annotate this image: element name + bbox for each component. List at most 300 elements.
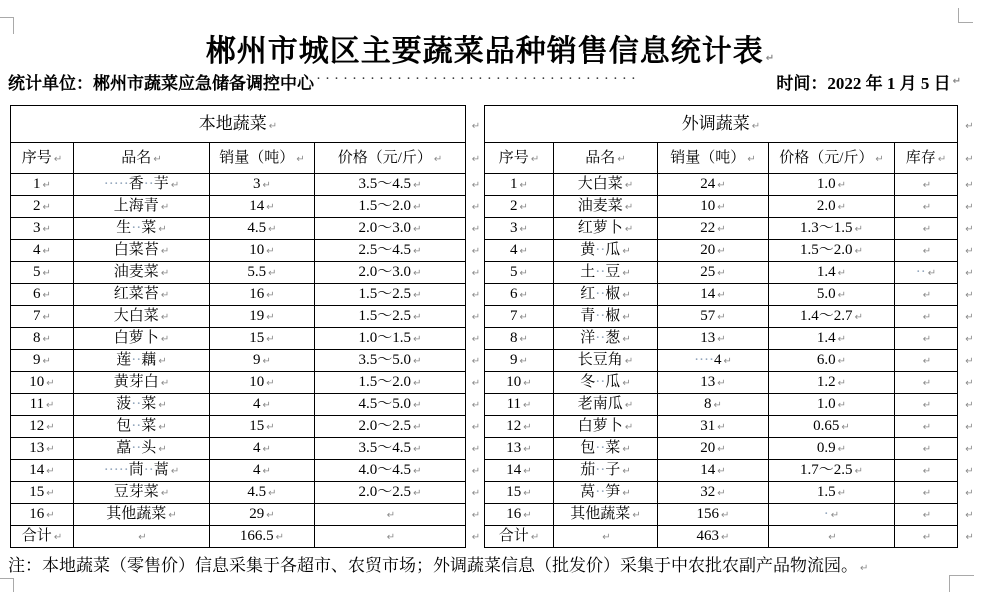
- cell-end-mark-icon: ↵: [413, 444, 422, 456]
- cell-end-mark-icon: ↵: [160, 378, 170, 390]
- cell-end-mark-icon: ↵: [965, 334, 974, 346]
- cell-text: 4.0～4.5: [358, 462, 412, 479]
- cell-end-mark-icon: ↵: [602, 532, 611, 544]
- local-no-cell: [11, 284, 74, 306]
- local-no-cell: [11, 482, 74, 504]
- cell-text: 32: [700, 484, 716, 501]
- cell-end-mark-icon: ↵: [471, 312, 481, 324]
- row-end-cell: [958, 284, 980, 306]
- cell-text: 15: [506, 484, 522, 501]
- cell-text: 14: [700, 286, 716, 303]
- cell-end-mark-icon: ↵: [42, 268, 51, 280]
- cell-text: 8: [33, 330, 41, 347]
- cell-end-mark-icon: ↵: [523, 400, 532, 412]
- cell-end-mark-icon: ↵: [268, 268, 277, 280]
- paragraph-mark-icon: ↵: [765, 53, 776, 64]
- local-qty-cell: [210, 504, 315, 526]
- cell-end-mark-icon: ↵: [413, 400, 422, 412]
- ext-name-cell: [554, 306, 658, 328]
- local-no-cell: [11, 350, 74, 372]
- cell-text: 24: [700, 176, 716, 193]
- ext-no-cell: [485, 196, 554, 218]
- local-price-cell: [315, 350, 466, 372]
- table-row: [11, 416, 980, 438]
- cell-text: 166.5: [239, 528, 274, 545]
- cell-text: 6: [510, 286, 518, 303]
- cell-text: 包: [580, 440, 596, 457]
- cell-end-mark-icon: ↵: [523, 488, 532, 500]
- cell-end-mark-icon: ↵: [624, 202, 634, 214]
- ext-price-cell: [769, 218, 895, 240]
- cell-end-mark-icon: ↵: [624, 180, 634, 192]
- ext-price-cell: [769, 372, 895, 394]
- ext-total-qty: [658, 526, 769, 548]
- cell-end-mark-icon: ↵: [158, 224, 167, 236]
- cell-end-mark-icon: ↵: [717, 488, 726, 500]
- local-price-cell: [315, 262, 466, 284]
- local-total-name-cell: [74, 526, 210, 548]
- gap-cell: [466, 328, 485, 350]
- cell-end-mark-icon: ↵: [717, 246, 726, 258]
- cell-end-mark-icon: ↵: [519, 246, 528, 258]
- local-price-cell: [315, 284, 466, 306]
- cell-text: 22: [700, 220, 716, 237]
- cell-end-mark-icon: ↵: [413, 202, 422, 214]
- cell-end-mark-icon: ↵: [837, 400, 847, 412]
- cell-end-mark-icon: ↵: [168, 510, 177, 522]
- cell-text: 11: [506, 396, 522, 413]
- local-price-cell: [315, 460, 466, 482]
- ext-stock-cell: [895, 394, 958, 416]
- cell-end-mark-icon: ↵: [519, 180, 528, 192]
- space-mark-icon: ··: [595, 242, 606, 259]
- local-col-header-3: [315, 143, 466, 174]
- cell-end-mark-icon: ↵: [471, 153, 481, 165]
- cell-end-mark-icon: ↵: [854, 246, 863, 258]
- cell-end-mark-icon: ↵: [413, 312, 422, 324]
- row-end-cell: [958, 174, 980, 196]
- crop-mark-bottom-right-icon: [949, 575, 974, 592]
- cell-text: 5.5: [247, 264, 267, 281]
- ext-qty-cell: [658, 350, 769, 372]
- local-qty-cell: [210, 460, 315, 482]
- cell-text: 菜: [605, 440, 621, 457]
- cell-end-mark-icon: ↵: [160, 488, 170, 500]
- ext-no-cell: [485, 350, 554, 372]
- cell-end-mark-icon: ↵: [965, 268, 974, 280]
- cell-end-mark-icon: ↵: [622, 268, 631, 280]
- cell-text: 2.0～3.0: [358, 220, 412, 237]
- cell-end-mark-icon: ↵: [266, 312, 275, 324]
- cell-end-mark-icon: ↵: [717, 334, 726, 346]
- space-marks-leader: ····································: [316, 71, 640, 87]
- cell-end-mark-icon: ↵: [922, 488, 932, 500]
- cell-end-mark-icon: ↵: [965, 422, 974, 434]
- ext-price-cell: [769, 460, 895, 482]
- cell-text: 7: [33, 308, 41, 325]
- space-mark-icon: ··: [595, 286, 606, 303]
- cell-text: 57: [700, 308, 716, 325]
- cell-end-mark-icon: ↵: [965, 224, 974, 236]
- cell-text: 菜: [141, 220, 157, 237]
- ext-price-cell: [769, 328, 895, 350]
- cell-end-mark-icon: ↵: [268, 121, 278, 133]
- total-row: [11, 526, 980, 548]
- cell-text: 藠: [116, 440, 132, 457]
- cell-end-mark-icon: ↵: [471, 400, 481, 412]
- cell-text: 莴: [580, 484, 596, 501]
- cell-end-mark-icon: ↵: [922, 400, 932, 412]
- local-qty-cell: [210, 482, 315, 504]
- ext-no-cell: [485, 328, 554, 350]
- cell-end-mark-icon: ↵: [433, 153, 443, 165]
- table-body: [11, 106, 980, 548]
- page-title: [0, 26, 981, 70]
- ext-stock-cell: [895, 504, 958, 526]
- cell-end-mark-icon: ↵: [471, 121, 481, 133]
- cell-end-mark-icon: ↵: [965, 202, 974, 214]
- cell-end-mark-icon: ↵: [632, 510, 641, 522]
- ext-stock-cell: [895, 196, 958, 218]
- cell-end-mark-icon: ↵: [965, 400, 974, 412]
- local-name-cell: [74, 306, 210, 328]
- footnote-text: 注：本地蔬菜（零售价）信息采集于各超市、农贸市场；外调蔬菜信息（批发价）采集于中农批农副产品物流园。: [8, 556, 858, 575]
- cell-end-mark-icon: ↵: [747, 153, 756, 165]
- cell-end-mark-icon: ↵: [46, 488, 55, 500]
- cell-text: 油麦菜: [113, 264, 159, 281]
- cell-text: 1.4～2.7: [800, 308, 853, 325]
- cell-end-mark-icon: ↵: [413, 356, 422, 368]
- cell-end-mark-icon: ↵: [138, 532, 147, 544]
- group-header-row: [11, 106, 980, 143]
- cell-text: 13: [700, 330, 716, 347]
- table-row: [11, 284, 980, 306]
- cell-end-mark-icon: ↵: [922, 444, 932, 456]
- cell-end-mark-icon: ↵: [413, 334, 422, 346]
- space-mark-icon: ··: [131, 396, 142, 413]
- cell-end-mark-icon: ↵: [965, 510, 974, 522]
- cell-end-mark-icon: ↵: [530, 153, 540, 165]
- cell-end-mark-icon: ↵: [519, 356, 528, 368]
- local-name-cell: [74, 372, 210, 394]
- row-end-cell: [958, 416, 980, 438]
- cell-end-mark-icon: ↵: [266, 422, 275, 434]
- stat-unit-label: 统计单位：郴州市蔬菜应急储备调控中心: [8, 74, 314, 93]
- local-price-cell: [315, 240, 466, 262]
- ext-name-cell: [554, 218, 658, 240]
- cell-end-mark-icon: ↵: [622, 488, 631, 500]
- space-mark-icon: ··: [143, 176, 154, 193]
- cell-end-mark-icon: ↵: [160, 312, 170, 324]
- cell-end-mark-icon: ↵: [717, 312, 726, 324]
- cell-text: 8: [510, 330, 518, 347]
- local-qty-cell: [210, 306, 315, 328]
- cell-end-mark-icon: ↵: [721, 532, 730, 544]
- cell-text: 生: [116, 220, 132, 237]
- cell-end-mark-icon: ↵: [523, 422, 532, 434]
- local-group-header: [11, 106, 466, 143]
- cell-end-mark-icon: ↵: [471, 444, 481, 456]
- ext-no-cell: [485, 284, 554, 306]
- space-mark-icon: ··: [595, 264, 606, 281]
- cell-text: 4: [714, 352, 722, 369]
- gap-cell: [466, 460, 485, 482]
- cell-text: 463: [696, 528, 720, 545]
- cell-end-mark-icon: ↵: [965, 444, 974, 456]
- ext-price-cell: [769, 504, 895, 526]
- cell-end-mark-icon: ↵: [922, 224, 932, 236]
- local-col-header-0: [11, 143, 74, 174]
- local-price-cell: [315, 504, 466, 526]
- cell-end-mark-icon: ↵: [386, 532, 396, 544]
- cell-end-mark-icon: ↵: [837, 268, 847, 280]
- cell-text: 5: [33, 264, 41, 281]
- gap-cell: [466, 306, 485, 328]
- cell-text: 菜: [141, 418, 157, 435]
- table-row: [11, 240, 980, 262]
- ext-name-cell: [554, 394, 658, 416]
- local-qty-cell: [210, 394, 315, 416]
- cell-text: 15: [249, 418, 265, 435]
- cell-end-mark-icon: ↵: [523, 510, 532, 522]
- cell-text: 3: [33, 220, 41, 237]
- cell-text: 2.0～2.5: [358, 418, 412, 435]
- local-name-cell: [74, 460, 210, 482]
- space-mark-icon: ····: [694, 352, 715, 369]
- cell-end-mark-icon: ↵: [471, 246, 481, 258]
- cell-end-mark-icon: ↵: [841, 422, 850, 434]
- cell-end-mark-icon: ↵: [717, 444, 726, 456]
- cell-text: 序号: [498, 149, 529, 166]
- cell-text: 1: [33, 176, 41, 193]
- ext-name-cell: [554, 438, 658, 460]
- cell-text: 19: [249, 308, 265, 325]
- cell-text: 价格（元/斤）: [337, 149, 432, 166]
- cell-text: 莲: [116, 352, 132, 369]
- ext-stock-cell: [895, 460, 958, 482]
- subtitle-line: [8, 69, 961, 94]
- cell-text: 子: [605, 462, 621, 479]
- cell-text: 15: [29, 484, 45, 501]
- cell-end-mark-icon: ↵: [275, 532, 285, 544]
- cell-text: 12: [506, 418, 522, 435]
- cell-end-mark-icon: ↵: [965, 153, 974, 165]
- cell-end-mark-icon: ↵: [471, 466, 481, 478]
- ext-price-cell: [769, 416, 895, 438]
- cell-end-mark-icon: ↵: [158, 400, 167, 412]
- cell-end-mark-icon: ↵: [266, 290, 275, 302]
- space-mark-icon: ··: [131, 418, 142, 435]
- ext-stock-cell: [895, 482, 958, 504]
- ext-name-cell: [554, 328, 658, 350]
- cell-end-mark-icon: ↵: [837, 334, 847, 346]
- ext-qty-cell: [658, 504, 769, 526]
- cell-text: 1.5: [816, 484, 836, 501]
- row-end-cell: [958, 196, 980, 218]
- cell-text: 1.2: [816, 374, 836, 391]
- cell-end-mark-icon: ↵: [471, 334, 481, 346]
- cell-end-mark-icon: ↵: [158, 356, 167, 368]
- cell-end-mark-icon: ↵: [837, 444, 847, 456]
- cell-end-mark-icon: ↵: [922, 378, 932, 390]
- local-no-cell: [11, 240, 74, 262]
- cell-text: 藕: [141, 352, 157, 369]
- cell-end-mark-icon: ↵: [927, 268, 937, 280]
- table-row: [11, 394, 980, 416]
- cell-text: 25: [700, 264, 716, 281]
- cell-end-mark-icon: ↵: [713, 400, 722, 412]
- row-end-cell: [958, 218, 980, 240]
- ext-no-cell: [485, 460, 554, 482]
- ext-price-cell: [769, 196, 895, 218]
- cell-end-mark-icon: ↵: [471, 356, 481, 368]
- cell-text: 本地蔬菜: [198, 114, 267, 134]
- cell-text: 3.5～4.5: [358, 176, 412, 193]
- ext-name-cell: [554, 174, 658, 196]
- cell-text: 1.0: [816, 176, 836, 193]
- cell-text: 芋: [153, 176, 169, 193]
- cell-end-mark-icon: ↵: [837, 180, 847, 192]
- gap-cell: [466, 240, 485, 262]
- cell-end-mark-icon: ↵: [413, 488, 422, 500]
- cell-end-mark-icon: ↵: [624, 224, 634, 236]
- cell-end-mark-icon: ↵: [622, 312, 631, 324]
- gap-cell: [466, 174, 485, 196]
- cell-text: 黄芽白: [113, 374, 159, 391]
- cell-end-mark-icon: ↵: [471, 224, 481, 236]
- cell-text: 29: [249, 506, 265, 523]
- cell-text: 大白菜: [577, 176, 623, 193]
- cell-end-mark-icon: ↵: [624, 400, 634, 412]
- table-row: [11, 328, 980, 350]
- local-name-cell: [74, 218, 210, 240]
- cell-text: 5.0: [816, 286, 836, 303]
- cell-text: 序号: [21, 149, 52, 166]
- ext-qty-cell: [658, 482, 769, 504]
- cell-end-mark-icon: ↵: [53, 153, 63, 165]
- cell-text: 1.5～2.0: [358, 374, 412, 391]
- cell-end-mark-icon: ↵: [922, 246, 932, 258]
- cell-text: 合计: [21, 528, 52, 545]
- cell-text: 3.5～5.0: [358, 352, 412, 369]
- ext-price-cell: [769, 306, 895, 328]
- cell-end-mark-icon: ↵: [965, 312, 974, 324]
- cell-end-mark-icon: ↵: [471, 180, 481, 192]
- cell-end-mark-icon: ↵: [160, 246, 170, 258]
- cell-end-mark-icon: ↵: [42, 312, 51, 324]
- cell-end-mark-icon: ↵: [413, 466, 422, 478]
- gap-cell: [466, 143, 485, 174]
- cell-text: 4: [253, 396, 261, 413]
- space-mark-icon: ·····: [103, 176, 129, 193]
- ext-no-cell: [485, 504, 554, 526]
- cell-text: 1.7～2.5: [800, 462, 853, 479]
- ext-no-cell: [485, 262, 554, 284]
- cell-text: 1.3～1.5: [800, 220, 853, 237]
- cell-text: 红: [580, 286, 596, 303]
- cell-end-mark-icon: ↵: [965, 246, 974, 258]
- cell-text: 茄: [580, 462, 596, 479]
- cell-text: 13: [506, 440, 522, 457]
- space-mark-icon: ··: [595, 308, 606, 325]
- cell-end-mark-icon: ↵: [386, 510, 396, 522]
- cell-end-mark-icon: ↵: [158, 444, 167, 456]
- cell-end-mark-icon: ↵: [153, 153, 162, 165]
- table-row: [11, 350, 980, 372]
- cell-end-mark-icon: ↵: [266, 378, 275, 390]
- ext-no-cell: [485, 482, 554, 504]
- local-qty-cell: [210, 284, 315, 306]
- cell-end-mark-icon: ↵: [471, 488, 481, 500]
- cell-end-mark-icon: ↵: [471, 378, 481, 390]
- external-col-header-1: [554, 143, 658, 174]
- gap-cell: [466, 416, 485, 438]
- ext-stock-cell: [895, 306, 958, 328]
- cell-end-mark-icon: ↵: [160, 290, 170, 302]
- cell-end-mark-icon: ↵: [296, 153, 305, 165]
- cell-text: 1.5～2.5: [358, 286, 412, 303]
- cell-text: 16: [29, 506, 45, 523]
- ext-name-cell: [554, 460, 658, 482]
- cell-text: 2.5～4.5: [358, 242, 412, 259]
- space-mark-icon: ··: [915, 264, 926, 281]
- cell-text: 洋: [580, 330, 596, 347]
- local-price-cell: [315, 196, 466, 218]
- gap-cell: [466, 482, 485, 504]
- cell-text: 13: [29, 440, 45, 457]
- table-row: [11, 218, 980, 240]
- ext-no-cell: [485, 394, 554, 416]
- cell-text: 菜: [141, 396, 157, 413]
- cell-end-mark-icon: ↵: [46, 466, 55, 478]
- local-qty-cell: [210, 240, 315, 262]
- external-group-header: [485, 106, 958, 143]
- cell-text: 土: [580, 264, 596, 281]
- row-end-cell: [958, 438, 980, 460]
- space-mark-icon: ··: [143, 462, 154, 479]
- cell-end-mark-icon: ↵: [170, 180, 180, 192]
- ext-name-cell: [554, 350, 658, 372]
- cell-text: 白菜苔: [113, 242, 159, 259]
- gap-cell: [466, 196, 485, 218]
- row-end-cell: [958, 526, 980, 548]
- cell-end-mark-icon: ↵: [471, 268, 481, 280]
- space-mark-icon: ··: [595, 440, 606, 457]
- cell-text: 1.5～2.0: [800, 242, 853, 259]
- cell-end-mark-icon: ↵: [530, 532, 540, 544]
- cell-end-mark-icon: ↵: [837, 202, 847, 214]
- cell-end-mark-icon: ↵: [266, 246, 275, 258]
- cell-end-mark-icon: ↵: [717, 268, 726, 280]
- local-no-cell: [11, 306, 74, 328]
- ext-stock-cell: [895, 328, 958, 350]
- ext-price-cell: [769, 350, 895, 372]
- ext-total-label: [485, 526, 554, 548]
- cell-end-mark-icon: ↵: [519, 312, 528, 324]
- cell-end-mark-icon: ↵: [922, 422, 932, 434]
- cell-end-mark-icon: ↵: [413, 378, 422, 390]
- cell-text: 20: [700, 440, 716, 457]
- cell-end-mark-icon: ↵: [413, 290, 422, 302]
- ext-stock-cell: [895, 372, 958, 394]
- local-price-cell: [315, 306, 466, 328]
- cell-end-mark-icon: ↵: [875, 153, 884, 165]
- ext-price-cell: [769, 438, 895, 460]
- cell-end-mark-icon: ↵: [965, 180, 974, 192]
- row-end-cell: [958, 106, 980, 143]
- cell-text: 大白菜: [113, 308, 159, 325]
- ext-qty-cell: [658, 460, 769, 482]
